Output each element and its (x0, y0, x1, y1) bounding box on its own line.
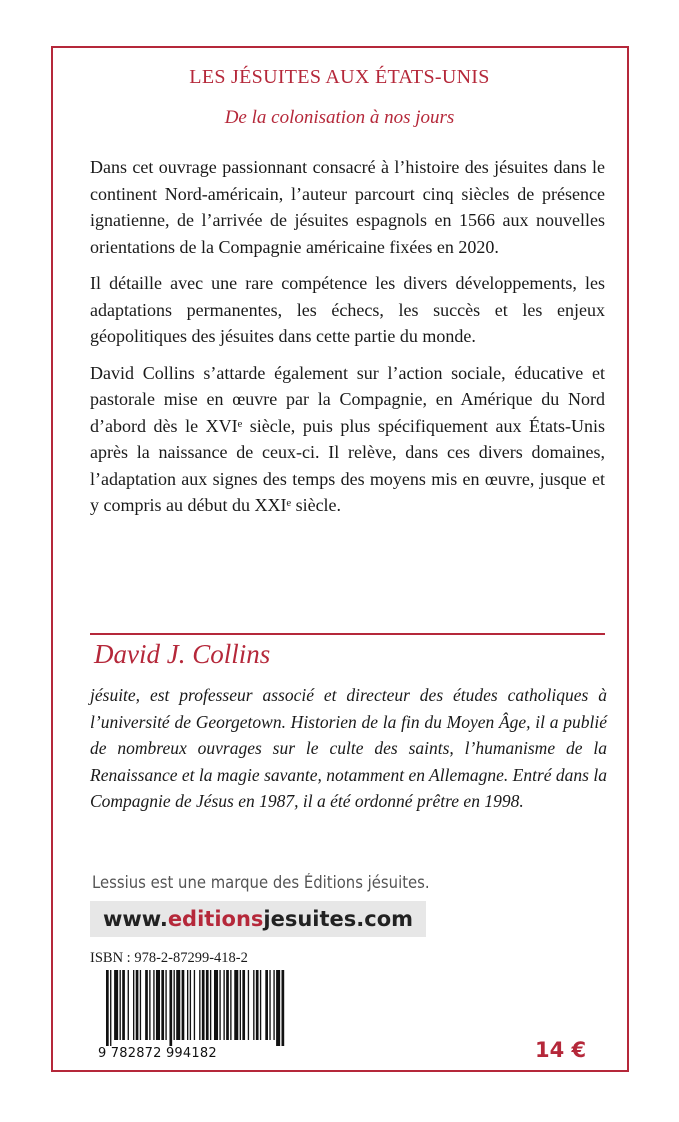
blurb-paragraph: Dans cet ouvrage passionnant consacré à l’histoire des jésuites dans le continent Nord-américain, l’auteur parcourt cinq siècles de présence ignatienne, de l’arrivée de jésuites espagnols en 1566 aux nouvelles orientations de la Compagnie américaine fixées en 2020. (90, 157, 605, 257)
barcode-bar (240, 970, 241, 1040)
barcode-bar (174, 970, 175, 1040)
price: 14 € (535, 1038, 587, 1062)
barcode-bar (248, 970, 249, 1040)
author-bio-text: jésuite, est professeur associé et directeur des études catholiques à l’université de Georgetown. Historien de la fin du Moyen Âge, il a publié de nombreux ouvrages sur le culte des saints, l’humanisme de la Renaissance et la magie savante, notamment en Allemagne. Entré dans la Compagnie de Jésus en 1987, il a été ordonné prêtre en 1998. (90, 685, 607, 811)
barcode-bar (149, 970, 150, 1040)
barcode-bar (187, 970, 188, 1040)
barcode-bar (199, 970, 200, 1040)
barcode-bar (122, 970, 125, 1040)
book-subtitle: De la colonisation à nos jours (224, 107, 455, 128)
barcode-bar (133, 970, 134, 1040)
barcode-bar (219, 970, 220, 1040)
barcode-bar (106, 970, 109, 1046)
barcode-bar (194, 970, 195, 1040)
blurb-paragraph: Il détaille avec une rare compétence les divers développements, les adaptations permanentes, les échecs, les succès et les enjeux géopolitiques des jésuites dans cette partie du monde. (90, 273, 605, 346)
barcode-bar (140, 970, 141, 1040)
barcode-bar (153, 970, 154, 1040)
barcode-bar (276, 970, 280, 1046)
barcode-icon (98, 970, 288, 1046)
barcode-bar (265, 970, 268, 1040)
barcode-bar (176, 970, 180, 1040)
barcode-bar (256, 970, 259, 1040)
author-bio (90, 682, 607, 815)
barcode-bar (120, 970, 121, 1040)
barcode-bar (242, 970, 245, 1040)
blurb (90, 154, 605, 529)
barcode-number: 9 782872 994182 (98, 1046, 217, 1061)
publisher-note: Lessius est une marque des Éditions jésuites. (92, 873, 430, 892)
barcode-bar (206, 970, 209, 1040)
barcode-bar (169, 970, 172, 1046)
barcode-bar (230, 970, 231, 1040)
barcode-bar (114, 970, 118, 1040)
barcode-bar (182, 970, 185, 1040)
barcode-bar (110, 970, 111, 1046)
website-middle: editions (167, 907, 264, 931)
barcode-bar (202, 970, 205, 1040)
barcode-bar (161, 970, 164, 1040)
barcode-bar (253, 970, 254, 1040)
barcode-bar (234, 970, 238, 1040)
barcode-bar (269, 970, 270, 1040)
barcode-bar (214, 970, 218, 1040)
divider (90, 633, 605, 635)
barcode-bar (145, 970, 148, 1040)
barcode-bar (273, 970, 274, 1040)
barcode-bar (165, 970, 166, 1040)
barcode-bar (128, 970, 129, 1040)
website-link[interactable] (90, 901, 426, 937)
barcode-bar (226, 970, 229, 1040)
barcode-bar (190, 970, 191, 1040)
website-suffix: jesuites.com (263, 907, 414, 931)
barcode-bar (282, 970, 285, 1046)
barcode-bar (223, 970, 224, 1040)
blurb-paragraph: David Collins s’attarde également sur l’action sociale, éducative et pastorale mise en œuvre par la Compagnie, en Amérique du Nord d’abord dès le XVIᵉ siècle, puis plus spécifiquement aux États-Unis après la naissance de ceux-ci. Il relève, dans ces divers domaines, l’adaptation aux signes des temps des moyens mis en œuvre, jusque et y compris au début du XXIᵉ siècle. (90, 362, 605, 515)
barcode-bar (136, 970, 139, 1040)
isbn: ISBN : 978-2-87299-418-2 (90, 950, 248, 966)
barcode-bar (210, 970, 211, 1040)
barcode-bar (156, 970, 160, 1040)
website-prefix: www. (102, 907, 168, 931)
barcode-bar (260, 970, 261, 1040)
book-title: LES JÉSUITES AUX ÉTATS-UNIS (189, 66, 490, 88)
author-name: David J. Collins (94, 639, 271, 669)
